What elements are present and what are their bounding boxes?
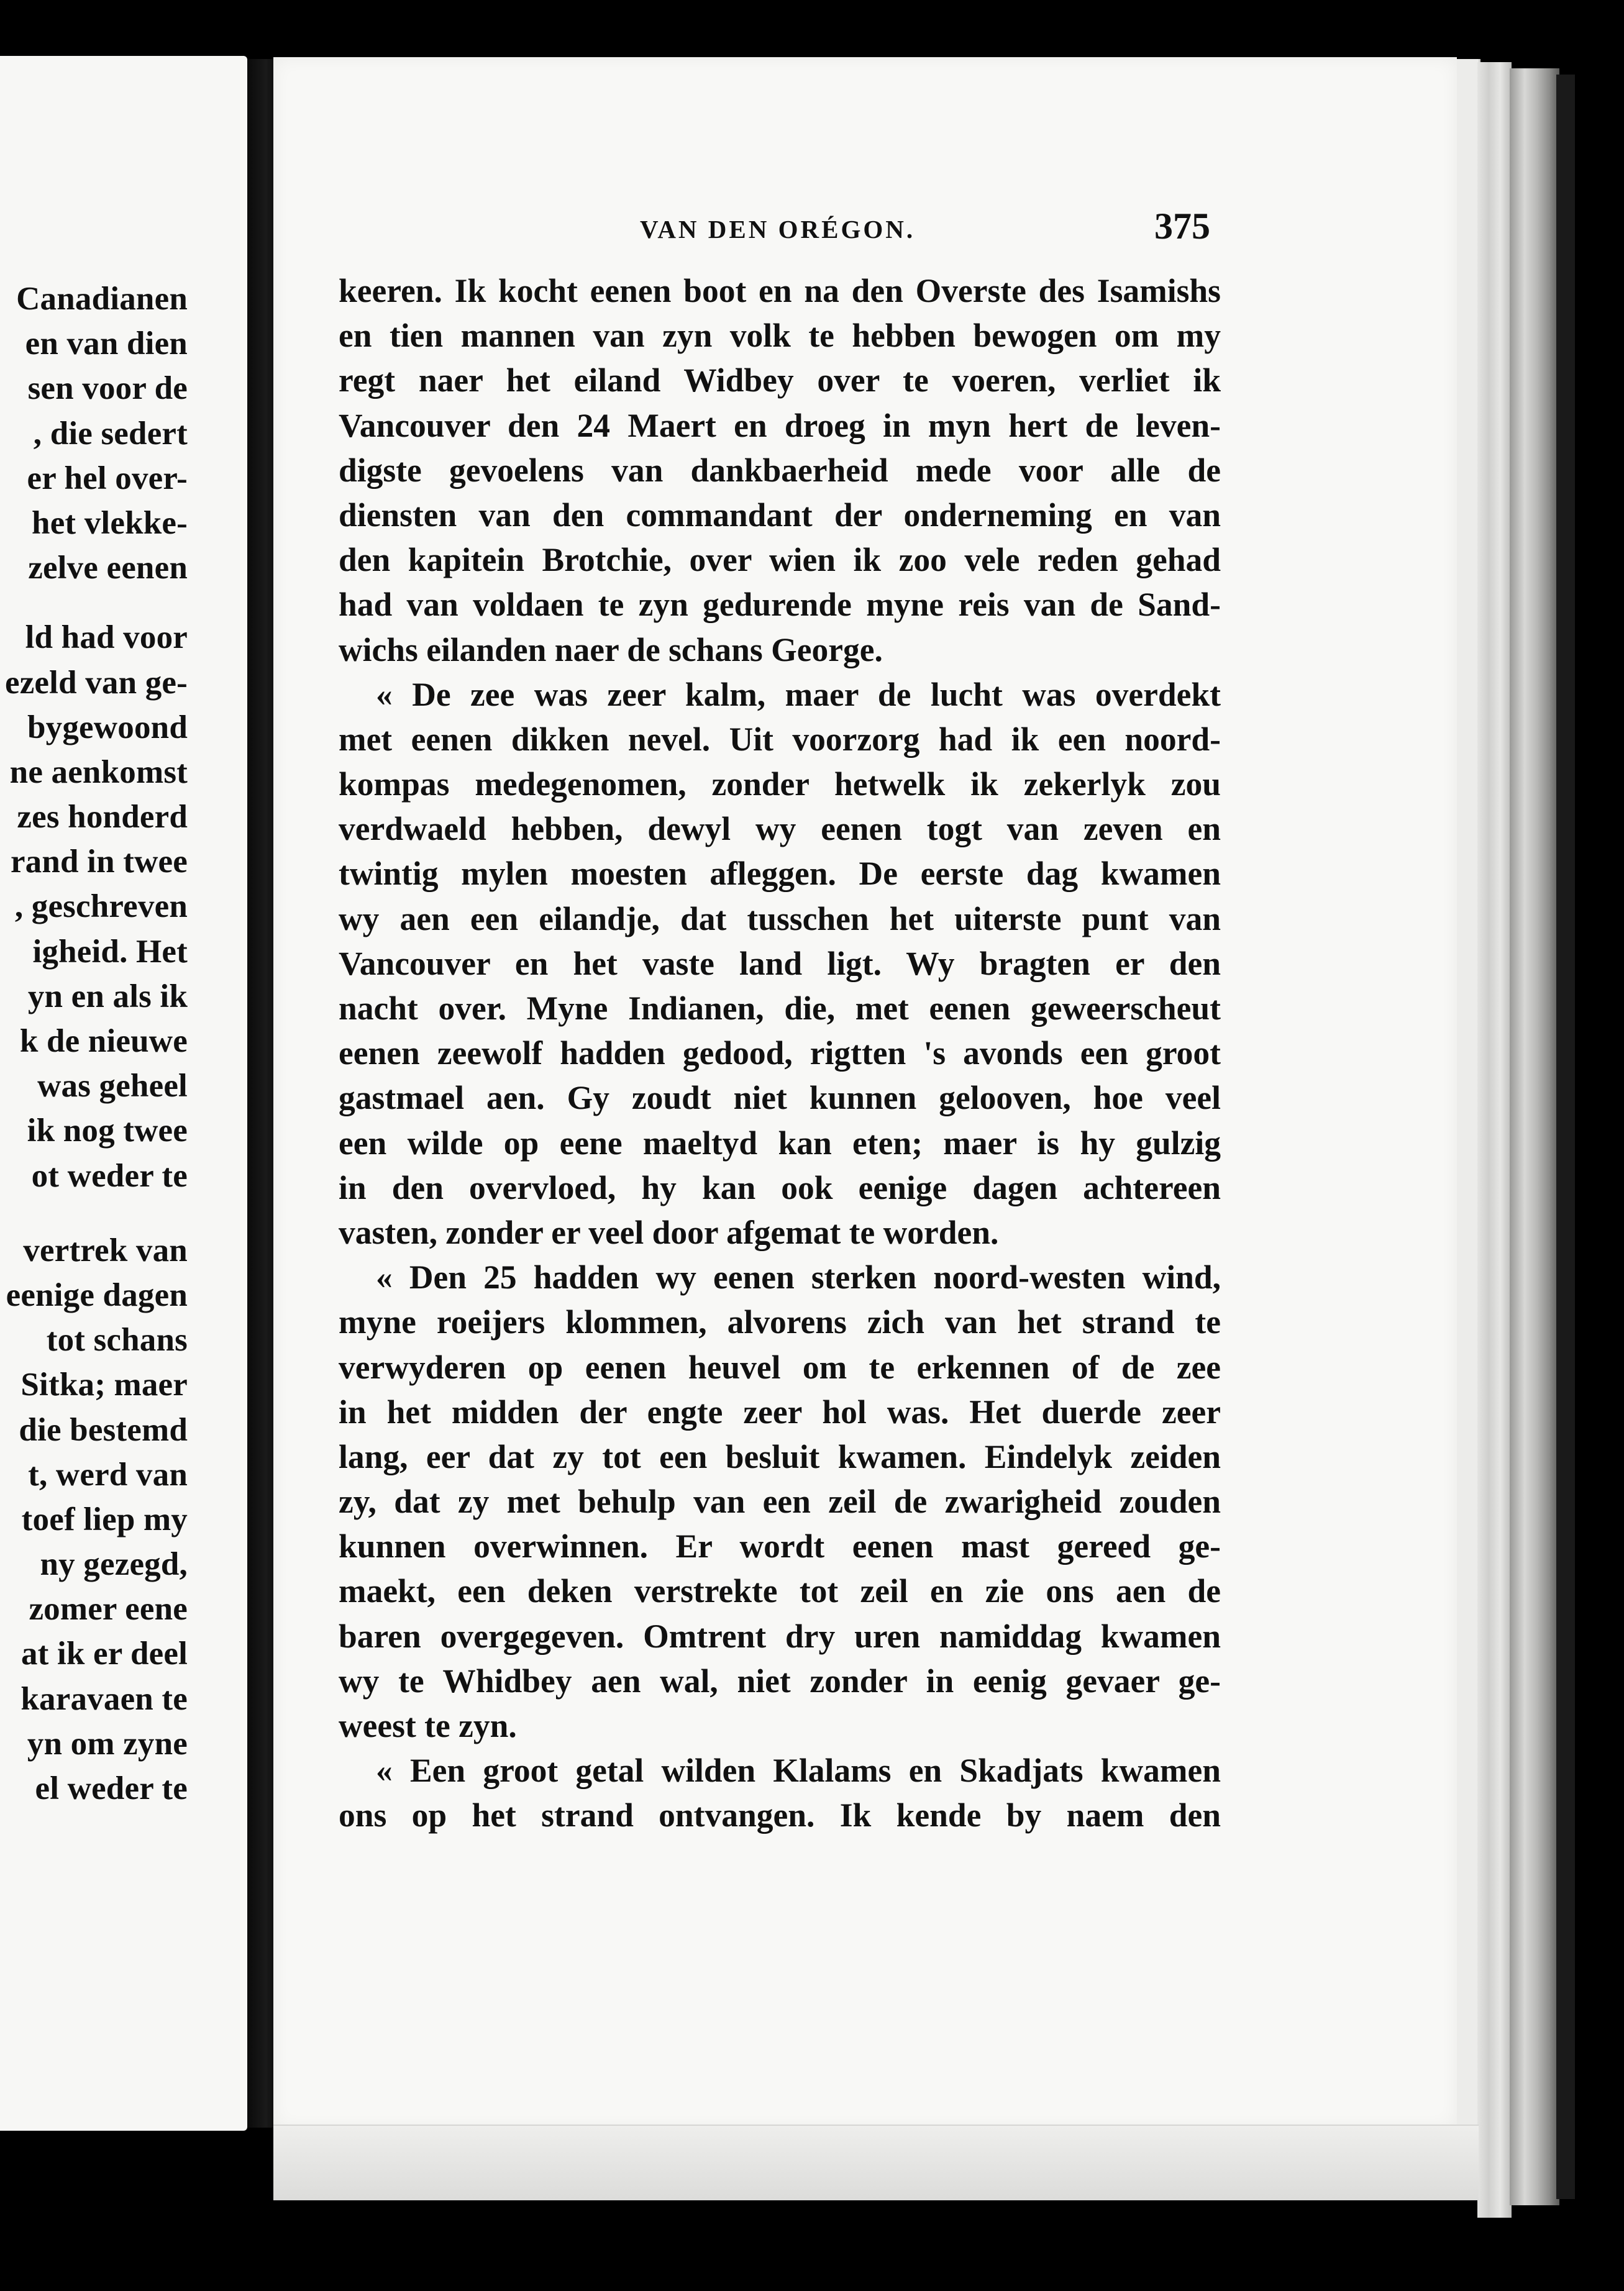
text-line: een wilde op eene maeltyd kan eten; maer is hy gulzig xyxy=(339,1124,1221,1162)
left-page-line: at ik er deel xyxy=(21,1636,188,1672)
text-line: eenen zeewolf hadden gedood, rigtten 's avonds een groot xyxy=(339,1034,1221,1072)
page-edge-stack-outer xyxy=(1510,68,1559,2205)
left-page-line: zelve eenen xyxy=(28,550,188,586)
left-page-line: rand in twee xyxy=(10,844,188,880)
left-page-line: bygewoond xyxy=(27,709,188,745)
left-page-line: sen voor de xyxy=(27,370,188,407)
left-page-gap xyxy=(0,590,188,615)
text-line: wichs eilanden naer de schans George. xyxy=(339,631,883,668)
text-line: in het midden der engte zeer hol was. Het duerde zeer xyxy=(339,1393,1221,1431)
body-text xyxy=(339,268,1221,1838)
left-page-line: ld had voor xyxy=(25,619,188,656)
text-line: regt naer het eiland Widbey over te voeren, verliet ik xyxy=(339,362,1221,399)
left-page-line: eenige dagen xyxy=(6,1277,188,1313)
page-edge xyxy=(1454,59,1480,2171)
text-line: baren overgegeven. Omtrent dry uren namiddag kwamen xyxy=(339,1617,1221,1655)
text-line: weest te zyn. xyxy=(339,1707,517,1744)
left-page-line: yn om zyne xyxy=(27,1725,188,1762)
text-line: « De zee was zeer kalm, maer de lucht was overdekt xyxy=(376,675,1221,713)
left-page-gap xyxy=(0,1198,188,1228)
left-page-line: was geheel xyxy=(37,1068,188,1105)
text-line: kunnen overwinnen. Er wordt eenen mast gereed ge- xyxy=(339,1528,1221,1565)
left-page-line: t, werd van xyxy=(28,1456,188,1493)
text-line: twintig mylen moesten afleggen. De eerste dag kwamen xyxy=(339,855,1221,893)
text-line: digste gevoelens van dankbaerheid mede voor alle de xyxy=(339,451,1221,489)
left-page-line: el weder te xyxy=(35,1770,188,1806)
text-line: « Den 25 hadden wy eenen sterken noord-westen wind, xyxy=(376,1259,1221,1296)
text-line: myne roeijers klommen, alvorens zich van het strand te xyxy=(339,1303,1221,1341)
left-page-line: tot schans xyxy=(46,1322,188,1359)
left-page-line: ezeld van ge- xyxy=(4,664,188,701)
left-page-line: het vlekke- xyxy=(32,504,188,541)
left-page-line: , geschreven xyxy=(14,888,188,925)
left-page-line: zes honderd xyxy=(17,799,188,836)
page-number: 375 xyxy=(1154,206,1210,247)
text-line: en tien mannen van zyn volk te hebben bewogen om my xyxy=(339,317,1221,355)
left-page-line: yn en als ik xyxy=(27,978,188,1014)
left-page-line: toef liep my xyxy=(21,1501,188,1537)
text-line: nacht over. Myne Indianen, die, met eenen geweerscheut xyxy=(339,990,1221,1027)
text-line: in den overvloed, hy kan ook eenige dagen achtereen xyxy=(339,1168,1221,1206)
left-page-line: vertrek van xyxy=(23,1232,188,1268)
left-page-line: k de nieuwe xyxy=(19,1023,188,1059)
text-line: wy te Whidbey aen wal, niet zonder in eenig gevaer ge- xyxy=(339,1662,1221,1700)
left-page-line: igheid. Het xyxy=(32,933,188,970)
text-line: Vancouver en het vaste land ligt. Wy bragten er den xyxy=(339,944,1221,982)
left-page-line: , die sedert xyxy=(33,415,188,452)
text-line: vasten, zonder er veel door afgemat te worden. xyxy=(339,1213,999,1251)
left-page-line: zomer eene xyxy=(29,1591,188,1628)
left-page-line: ot weder te xyxy=(31,1157,188,1194)
left-page-text xyxy=(0,276,188,1811)
text-line: zy, dat zy met behulp van een zeil de zwarigheid zouden xyxy=(339,1483,1221,1521)
left-page-line: ny gezegd, xyxy=(40,1546,188,1583)
text-line: keeren. Ik kocht eenen boot en na den Overste des Isamishs xyxy=(339,272,1221,309)
text-line: ons op het strand ontvangen. Ik kende by naem den xyxy=(339,1797,1221,1834)
left-page-line: Sitka; maer xyxy=(21,1367,188,1403)
text-line: den kapitein Brotchie, over wien ik zoo vele reden gehad xyxy=(339,541,1221,579)
left-page-line: Canadianen xyxy=(16,281,188,317)
text-line: maekt, een deken verstrekte tot zeil en zie ons aen de xyxy=(339,1572,1221,1610)
text-line: « Een groot getal wilden Klalams en Skadjats kwamen xyxy=(376,1752,1221,1790)
left-page-line: en van dien xyxy=(25,326,188,362)
left-page-line: die bestemd xyxy=(19,1411,188,1448)
page-edge-stack xyxy=(1477,62,1512,2218)
text-line: gastmael aen. Gy zoudt niet kunnen gelooven, hoe veel xyxy=(339,1079,1221,1117)
text-line: Vancouver den 24 Maert en droeg in myn hert de leven- xyxy=(339,406,1221,444)
running-header: VAN DEN ORÉGON. xyxy=(640,215,916,244)
text-line: had van voldaen te zyn gedurende myne reis van de Sand- xyxy=(339,586,1221,624)
text-line: wy aen een eilandje, dat tusschen het uiterste punt van xyxy=(339,900,1221,937)
text-line: verwyderen op eenen heuvel om te erkennen of de zee xyxy=(339,1348,1221,1386)
text-line: verdwaeld hebben, dewyl wy eenen togt van zeven en xyxy=(339,810,1221,848)
page-bottom-edge xyxy=(273,2125,1479,2200)
book-cover-edge xyxy=(1556,75,1575,2199)
left-page-line: ne aenkomst xyxy=(9,754,188,790)
text-line: met eenen dikken nevel. Uit voorzorg had ik een noord- xyxy=(339,720,1221,758)
left-facing-page xyxy=(0,56,247,2131)
text-line: diensten van den commandant der onderneming en van xyxy=(339,496,1221,534)
left-page-line: er hel over- xyxy=(27,460,188,496)
left-page-line: ik nog twee xyxy=(27,1113,188,1149)
text-line: kompas medegenomen, zonder hetwelk ik zekerlyk zou xyxy=(339,765,1221,803)
left-page-line: karavaen te xyxy=(21,1680,188,1717)
text-line: lang, eer dat zy tot een besluit kwamen. Eindelyk zeiden xyxy=(339,1437,1221,1475)
